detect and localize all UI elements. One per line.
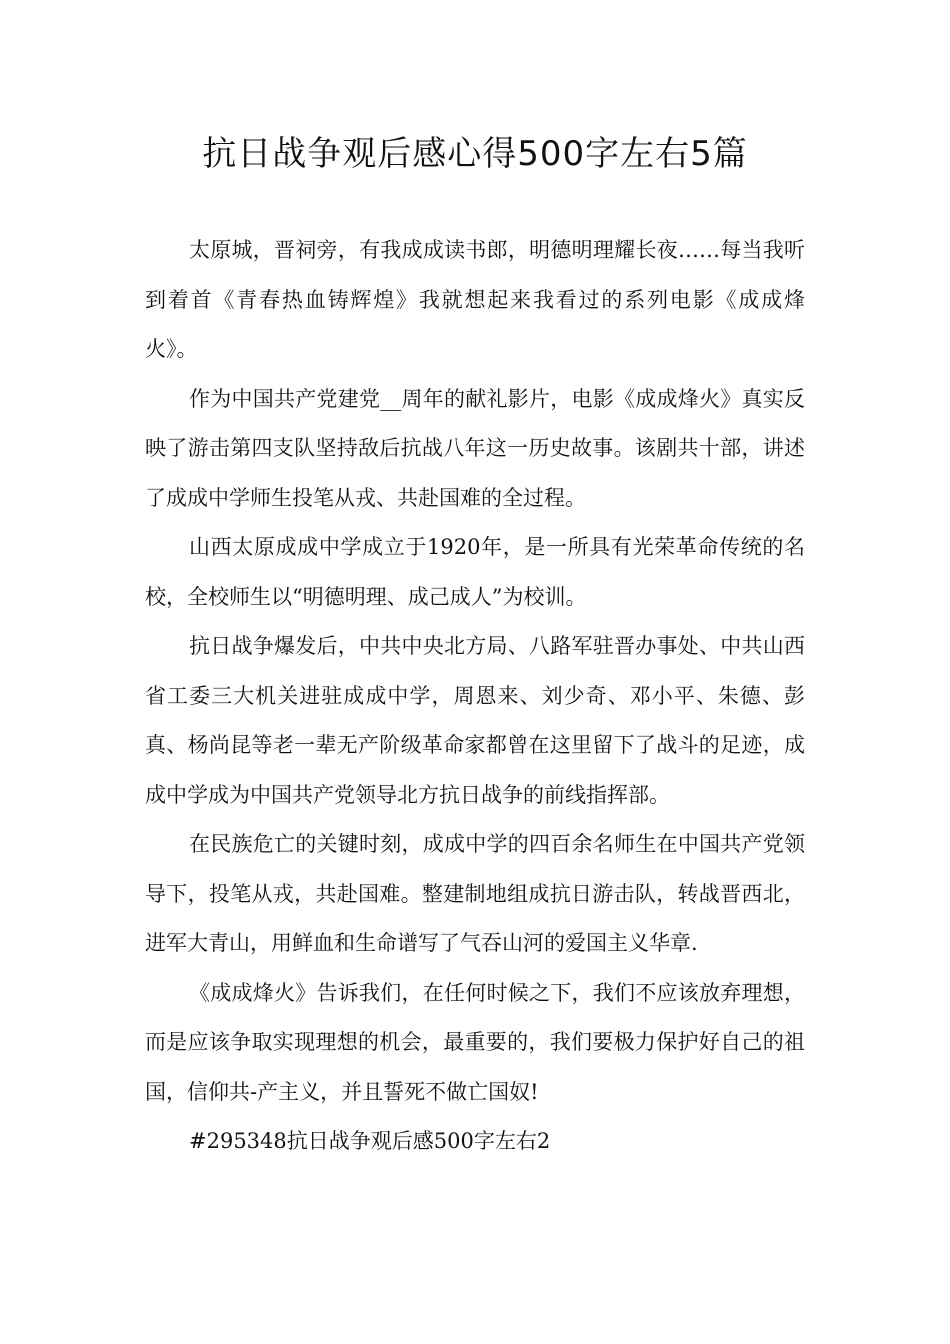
paragraph-1: 太原城，晋祠旁，有我成成读书郎，明德明理耀长夜……每当我听到着首《青春热血铸辉煌》我就想起来我看过的系列电影《成成烽火》。 (145, 238, 805, 361)
paragraph-4: 抗日战争爆发后，中共中央北方局、八路军驻晋办事处、中共山西省工委三大机关进驻成成中学，周恩来、刘少奇、邓小平、朱德、彭真、杨尚昆等老一辈无产阶级革命家都曾在这里留下了战斗的足迹，成成中学成为中国共产党领导北方抗日战争的前线指挥部。 (145, 634, 805, 807)
section-heading-2: #295348抗日战争观后感500字左右2 (189, 1129, 551, 1153)
document-body (145, 226, 805, 1167)
paragraph-2: 作为中国共产党建党__周年的献礼影片，电影《成成烽火》真实反映了游击第四支队坚持敌后抗战八年这一历史故事。该剧共十部，讲述了成成中学师生投笔从戎、共赴国难的全过程。 (145, 386, 805, 510)
paragraph-5: 在民族危亡的关键时刻，成成中学的四百余名师生在中国共产党领导下，投笔从戎，共赴国难。整建制地组成抗日游击队，转战晋西北，进军大青山，用鲜血和生命谱写了气吞山河的爱国主义华章. (145, 832, 805, 955)
paragraph-3: 山西太原成成中学成立于1920年，是一所具有光荣革命传统的名校，全校师生以“明德明理、成己成人”为校训。 (145, 535, 805, 609)
document-title: 抗日战争观后感心得500字左右5篇 (202, 134, 748, 174)
paragraph-6: 《成成烽火》告诉我们，在任何时候之下，我们不应该放弃理想，而是应该争取实现理想的机会，最重要的，我们要极力保护好自己的祖国，信仰共-产主义，并且誓死不做亡国奴! (145, 980, 805, 1104)
